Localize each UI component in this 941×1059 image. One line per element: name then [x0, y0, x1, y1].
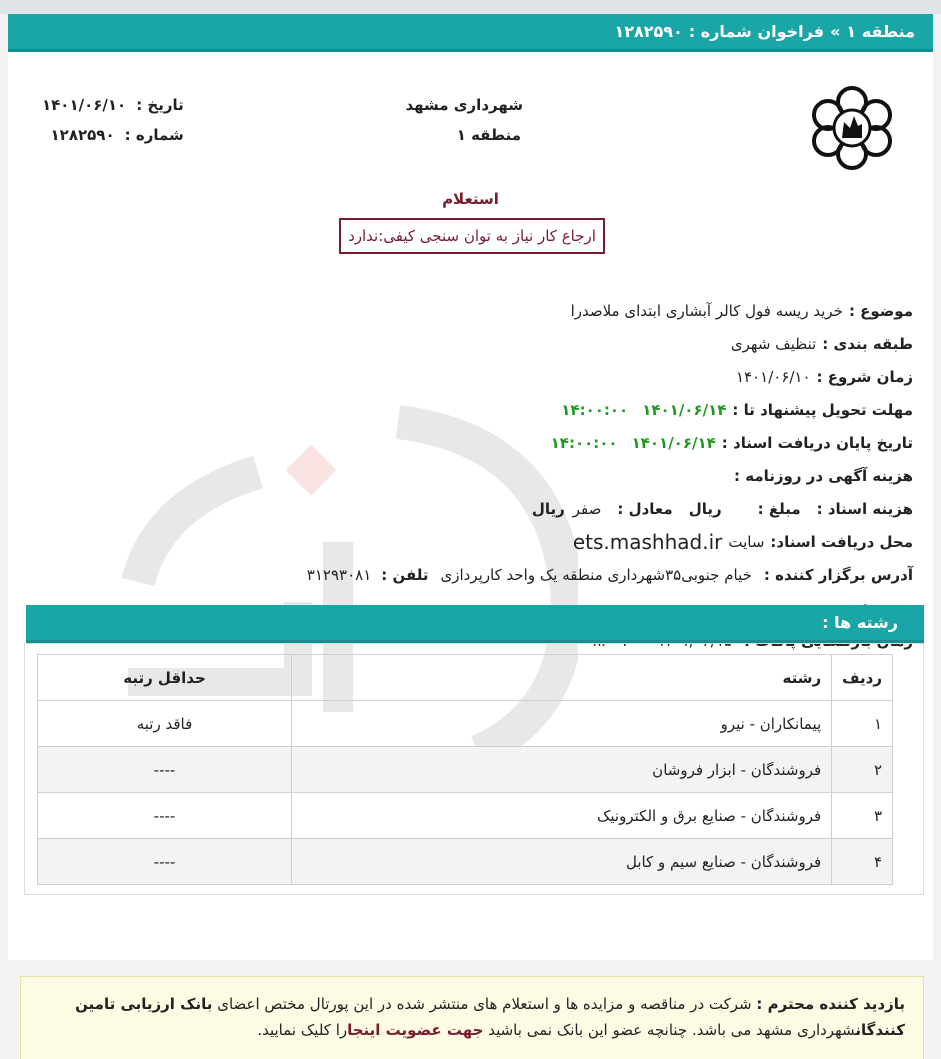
organization-name: شهرداری مشهد — [405, 96, 523, 114]
call-number: ۱۲۸۲۵۹۰ — [614, 22, 683, 41]
notice-text-2: شهرداری مشهد می باشد. چنانچه عضو این بانک نمی باشید — [488, 1021, 856, 1039]
table-row — [38, 701, 893, 747]
subject-label: موضوع : — [848, 301, 913, 320]
notice-bank-name: بانک ارزیابی تامین کنندگان — [75, 995, 905, 1039]
subject-value: خرید ریسه فول کالر آبشاری ابتدای ملاصدرا — [570, 301, 843, 320]
address-value: خیام جنوبی۳۵شهرداری منطقه یک واحد کارپردازی — [440, 565, 752, 584]
fields-table-wrap — [24, 643, 924, 895]
organization-block — [405, 90, 523, 150]
col-field-header: رشته — [292, 655, 832, 701]
row-index: ۴ — [832, 839, 893, 885]
docs-end-date: ۱۴۰۱/۰۶/۱۴ — [631, 433, 716, 452]
rial-label-2: ریال — [531, 499, 565, 518]
phone-label: تلفن : — [381, 565, 429, 584]
tender-fields — [33, 294, 913, 657]
docs-place-site-link[interactable]: ets.mashhad.ir — [572, 529, 723, 554]
phone-value: ۳۱۲۹۳۰۸۱ — [306, 565, 372, 584]
col-rank-header: حداقل رتبه — [38, 655, 292, 701]
category-label: طبقه بندی : — [822, 334, 913, 353]
date-value: ۱۴۰۱/۰۶/۱۰ — [42, 96, 127, 114]
equiv-value: صفر — [572, 499, 602, 518]
row-rank: ---- — [38, 839, 292, 885]
row-rank: فاقد رتبه — [38, 701, 292, 747]
fields-table — [37, 654, 893, 885]
quality-note: ارجاع کار نیاز به توان سنجی کیفی:ندارد — [348, 227, 596, 245]
table-header-row — [38, 655, 893, 701]
table-row — [38, 839, 893, 885]
top-strip — [0, 0, 941, 14]
row-rank: ---- — [38, 793, 292, 839]
start-value: ۱۴۰۱/۰۶/۱۰ — [735, 367, 811, 386]
mashhad-municipality-logo — [806, 82, 898, 174]
deadline-time: ۱۴:۰۰:۰۰ — [561, 400, 629, 419]
fields-section-title: رشته ها : — [822, 613, 898, 632]
field-category — [33, 327, 913, 360]
field-start — [33, 360, 913, 393]
table-row — [38, 747, 893, 793]
col-index-header: ردیف — [832, 655, 893, 701]
row-field: فروشندگان - صنایع برق و الکترونیک — [292, 793, 832, 839]
number-label: شماره : — [124, 126, 184, 144]
start-label: زمان شروع : — [816, 367, 913, 386]
row-index: ۱ — [832, 701, 893, 747]
page-header-bar — [8, 14, 933, 52]
table-row — [38, 793, 893, 839]
rial-label-1: ریال — [688, 499, 722, 518]
row-field: پیمانکاران - نیرو — [292, 701, 832, 747]
field-doc-cost — [33, 492, 913, 525]
docs-place-prefix: سایت — [728, 532, 765, 551]
category-value: تنظیف شهری — [730, 334, 817, 353]
notice-text-1: شرکت در مناقصه و مزایده ها و استعلام های منتشر شده در این پورتال مختص اعضای — [217, 995, 752, 1013]
ad-cost-label: هزینه آگهی در روزنامه : — [734, 466, 913, 485]
organization-unit: منطقه ۱ — [456, 126, 521, 144]
doc-cost-label: هزینه اسناد : — [816, 499, 913, 518]
deadline-date: ۱۴۰۱/۰۶/۱۴ — [642, 400, 727, 419]
document-title: استعلام — [442, 190, 499, 208]
date-label: تاریخ : — [136, 96, 184, 114]
notice-lead: بازدید کننده محترم : — [756, 995, 905, 1013]
row-index: ۳ — [832, 793, 893, 839]
fields-section-bar — [26, 605, 924, 643]
docs-place-label: محل دریافت اسناد: — [770, 532, 913, 551]
field-docs-place — [33, 525, 913, 558]
breadcrumb-separator: » — [830, 22, 841, 41]
row-field: فروشندگان - ابزار فروشان — [292, 747, 832, 793]
call-label: فراخوان شماره : — [688, 22, 825, 41]
document-meta — [42, 90, 184, 150]
field-deadline — [33, 393, 913, 426]
breadcrumb-region[interactable]: منطقه ۱ — [846, 22, 915, 41]
number-value: ۱۲۸۲۵۹۰ — [50, 126, 115, 144]
membership-link[interactable]: جهت عضویت اینجا — [347, 1021, 484, 1039]
notice-text-3: را کلیک نمایید. — [257, 1021, 348, 1039]
deadline-label: مهلت تحویل پیشنهاد تا : — [732, 400, 913, 419]
quality-note-box — [339, 218, 605, 254]
membership-notice — [20, 976, 924, 1059]
field-address — [33, 558, 913, 591]
address-label: آدرس برگزار کننده : — [763, 565, 913, 584]
field-subject — [33, 294, 913, 327]
docs-end-label: تاریخ پایان دریافت اسناد : — [721, 433, 913, 452]
row-rank: ---- — [38, 747, 292, 793]
amount-label: مبلغ : — [757, 499, 801, 518]
row-field: فروشندگان - صنایع سیم و کابل — [292, 839, 832, 885]
field-docs-end — [33, 426, 913, 459]
docs-end-time: ۱۴:۰۰:۰۰ — [550, 433, 618, 452]
equiv-label: معادل : — [617, 499, 673, 518]
row-index: ۲ — [832, 747, 893, 793]
field-ad-cost — [33, 459, 913, 492]
